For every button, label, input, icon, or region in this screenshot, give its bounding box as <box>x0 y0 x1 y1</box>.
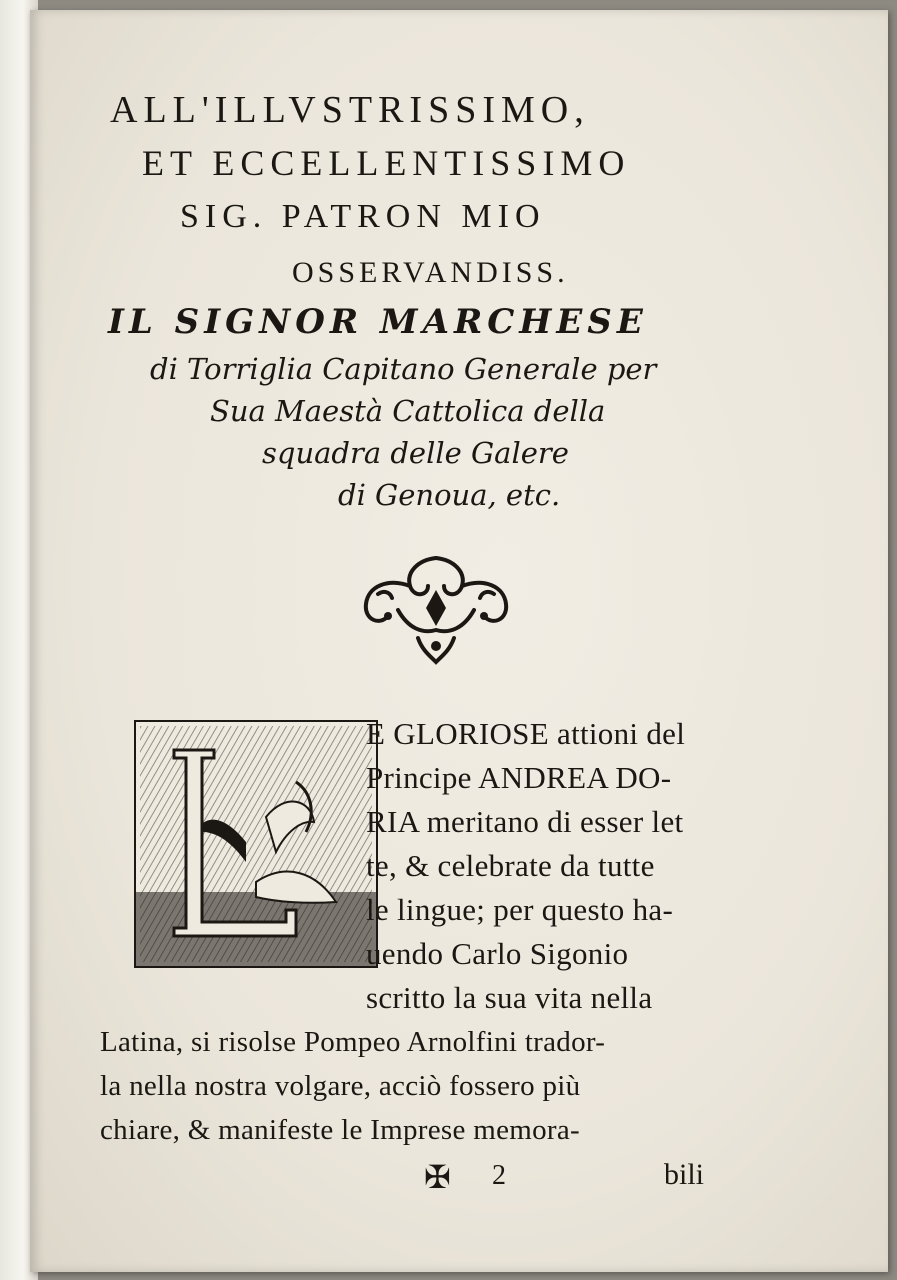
dedication-line-9: di Genoua, etc. <box>338 478 561 512</box>
book-page <box>30 10 888 1272</box>
dedication-line-7: Sua Maestà Cattolica della <box>210 394 606 428</box>
dedication-line-2: ET ECCELLENTISSIMO <box>142 143 631 183</box>
dedication-line-3: SIG. PATRON MIO <box>180 198 546 235</box>
body-line-4: te, & celebrate da tutte <box>366 848 655 883</box>
body-line-3: RIA meritano di esser let <box>366 804 684 839</box>
signature-mark-icon: ✠ <box>424 1159 451 1195</box>
decorated-initial <box>134 720 378 968</box>
body-line-8: Latina, si risolse Pompeo Arnolfini trador- <box>100 1026 606 1058</box>
dedication-line-4: OSSERVANDISS. <box>292 256 569 289</box>
dedication-line-6: di Torriglia Capitano Generale per <box>150 352 657 386</box>
dedication-line-5: IL SIGNOR MARCHESE <box>108 302 648 342</box>
woodcut-leda-and-swan-icon <box>136 722 376 966</box>
catchword: bili <box>664 1158 705 1191</box>
dedication-line-1: ALL'ILLVSTRISSIMO, <box>110 89 590 131</box>
body-line-7: scritto la sua vita nella <box>366 980 653 1015</box>
body-line-5: le lingue; per questo ha- <box>366 892 674 927</box>
body-line-10: chiare, & manifeste le Imprese memora- <box>100 1114 581 1146</box>
body-line-6: uendo Carlo Sigonio <box>366 936 629 971</box>
dedication-line-8: squadra delle Galere <box>262 436 569 470</box>
floral-ornament-icon <box>358 550 514 668</box>
body-line-1: E GLORIOSE attioni del <box>366 716 686 751</box>
body-line-9: la nella nostra volgare, acciò fossero più <box>100 1070 581 1102</box>
signature-number: 2 <box>492 1160 506 1191</box>
body-line-2: Principe ANDREA DO- <box>366 760 672 795</box>
